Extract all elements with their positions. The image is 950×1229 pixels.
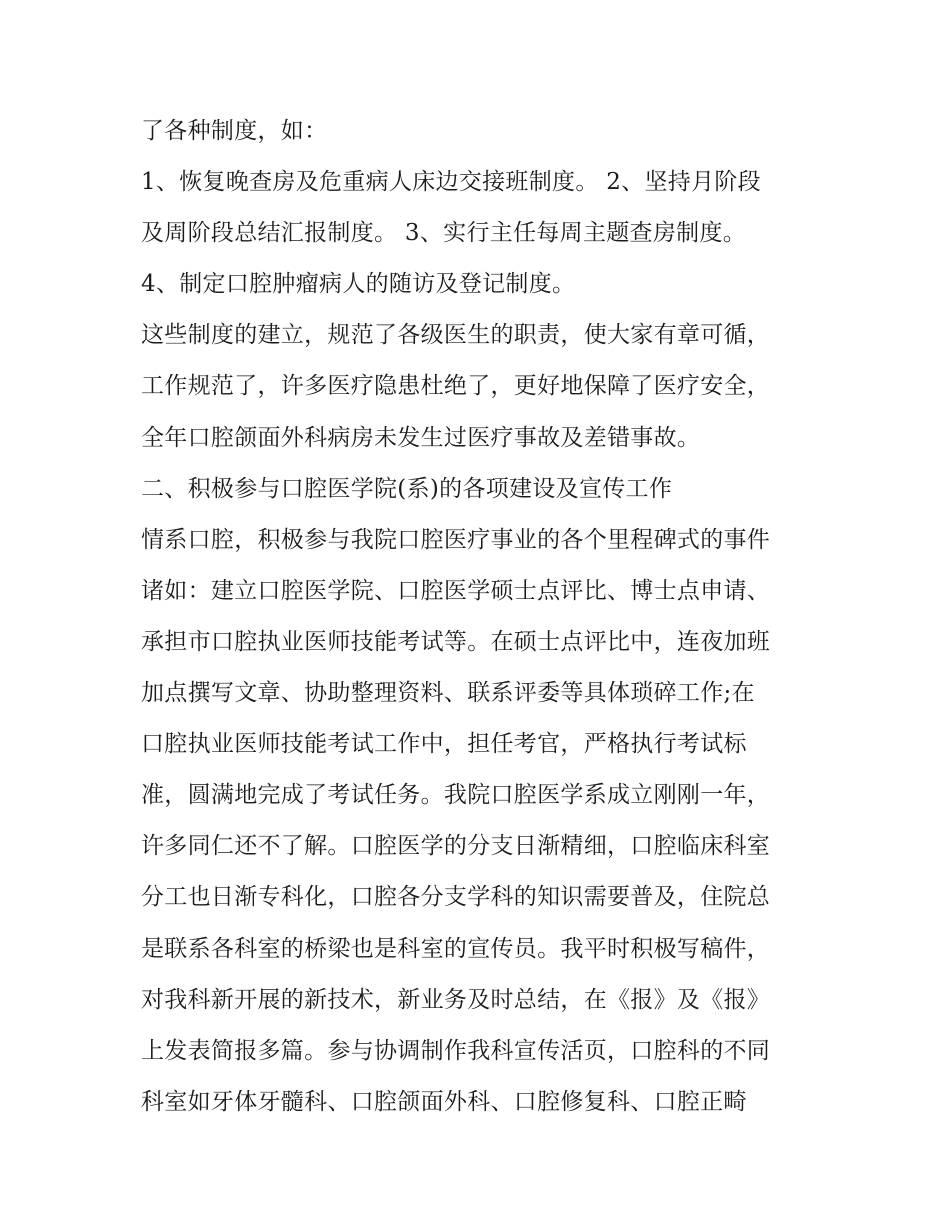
- text-line: 对我科新开展的新技术，新业务及时总结，在《报》及《报》: [141, 986, 771, 1013]
- text-line: 加点撰写文章、协助整理资料、联系评委等具体琐碎工作;在: [141, 680, 755, 707]
- text-line: 4、制定口腔肿瘤病人的随访及登记制度。: [141, 271, 576, 298]
- text-line: 了各种制度，如：: [141, 118, 328, 144]
- text-line: 科室如牙体牙髓科、口腔颌面外科、口腔修复科、口腔正畸: [141, 1088, 747, 1115]
- document-body: [141, 106, 821, 1128]
- text-line: 情系口腔，积极参与我院口腔医疗事业的各个里程碑式的事件: [141, 526, 771, 553]
- text-line: 这些制度的建立，规范了各级医生的职责，使大家有章可循，: [141, 322, 771, 349]
- section-heading: 二、积极参与口腔医学院(系)的各项建设及宣传工作: [141, 475, 673, 502]
- text-line: 工作规范了，许多医疗隐患杜绝了，更好地保障了医疗安全，: [141, 373, 771, 400]
- text-line: 诸如：建立口腔医学院、口腔医学硕士点评比、博士点申请、: [141, 577, 771, 604]
- text-line: 准，圆满地完成了考试任务。我院口腔医学系成立刚刚一年，: [141, 782, 771, 809]
- text-line: 是联系各科室的桥梁也是科室的宣传员。我平时积极写稿件，: [141, 935, 771, 962]
- text-line: 分工也日渐专科化，口腔各分支学科的知识需要普及，住院总: [141, 884, 771, 911]
- text-line: 及周阶段总结汇报制度。 3、实行主任每周主题查房制度。: [141, 220, 747, 247]
- text-line: 上发表简报多篇。参与协调制作我科宣传活页，口腔科的不同: [141, 1037, 771, 1064]
- text-line: 1、恢复晚查房及危重病人床边交接班制度。 2、坚持月阶段: [141, 169, 761, 196]
- text-line: 许多同仁还不了解。口腔医学的分支日渐精细，口腔临床科室: [141, 833, 771, 860]
- text-line: 口腔执业医师技能考试工作中，担任考官，严格执行考试标: [141, 731, 747, 758]
- text-line: 承担市口腔执业医师技能考试等。在硕士点评比中，连夜加班: [141, 628, 771, 655]
- text-line: 全年口腔颌面外科病房未发生过医疗事故及差错事故。: [141, 424, 701, 451]
